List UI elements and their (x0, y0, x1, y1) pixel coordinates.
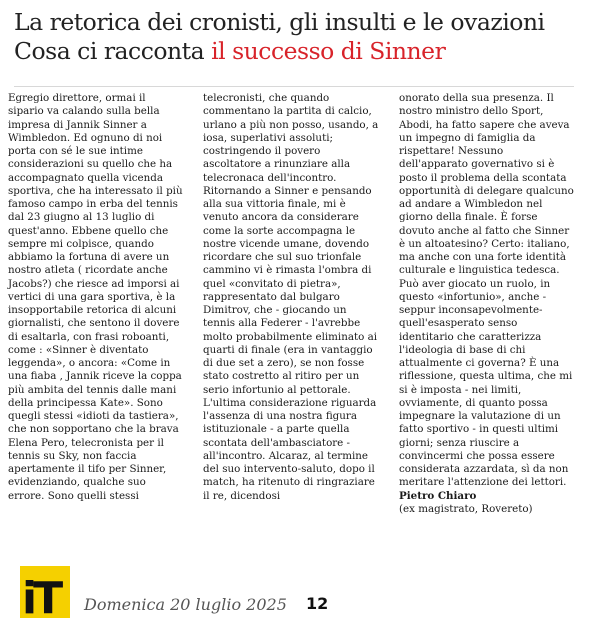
article-column-3 (399, 92, 575, 516)
newspaper-logo (20, 566, 70, 624)
headline-highlight: il successo di Sinner (211, 37, 446, 65)
article-headline (14, 8, 580, 66)
column-1-text: Egregio direttore, ormai il sipario va calando sulla bella impresa di Jannik Sinner a Wimbledon. Ed ognuno di noi porta con sé le sue intime considerazioni su quello che ha accompagnato quella vicenda sportiva, che ha interessato il più famoso campo in erba del tennis dal 23 giugno al 13 luglio di quest'anno. Ebbene quello che sempre mi colpisce, quando abbiamo la fortuna di avere un nostro atleta ( ricordate anche Jacobs?) che riesce ad imporsi ai vertici di una gara sportiva, è la insopportabile retorica di alcuni giornalisti, che sentono il dovere di esaltarla, con frasi roboanti, come : «Sinner è diventato leggenda», o ancora: «Come in una fiaba , Jannik riceve la coppa più ambita del tennis dalle mani della principessa Kate». Sono quegli stessi «idioti da tastiera», che non sopportano che la brava Elena Pero, telecronista per il tennis su Sky, non faccia apertamente il tifo per Sinner, evidenziando, qualche suo errore. Sono quelli stessi (8, 92, 183, 502)
author-note: (ex magistrato, Rovereto) (399, 502, 533, 515)
newspaper-logo-text: iT (22, 573, 60, 624)
page-number: 12 (306, 594, 329, 613)
headline-line-2-start: Cosa ci racconta (14, 37, 212, 65)
headline-line-2 (14, 37, 580, 66)
headline-divider (14, 86, 574, 87)
column-2-text: telecronisti, che quando commentano la partita di calcio, urlano a più non posso, usando, a iosa, superlativi assoluti; costringendo il povero ascoltatore a rinunziare alla telecronaca dell'incontro. Ritornando a Sinner e pensando alla sua vittoria finale, mi è venuto ancora da considerare come la sorte accompagna le nostre vicende umane, dovendo ricordare che sul suo trionfale cammino vi è rimasta l'ombra di quel «convitato di pietra», rappresentato dal bulgaro Dimitrov, che - giocando un tennis alla Federer - l'avrebbe molto probabilmente eliminato ai quarti di finale (era in vantaggio di due set a zero), se non fosse stato costretto al ritiro per un serio infortunio al pettorale. L'ultima considerazione riguarda l'assenza di una nostra figura istituzionale - a parte quella scontata dell'ambasciatore - all'incontro. Alcaraz, al termine del suo intervento-saluto, dopo il match, ha ritenuto di ringraziare il re, dicendosi (203, 92, 379, 502)
article-column-1 (8, 92, 184, 503)
column-3-text: onorato della sua presenza. Il nostro ministro dello Sport, Abodi, ha fatto sapere che aveva un impegno di famiglia da rispettare! Nessuno dell'apparato governativo si è posto il problema della scontata opportunità di delegare qualcuno ad andare a Wimbledon nel giorno della finale. È forse dovuto anche al fatto che Sinner è un altoatesino? Certo: italiano, ma anche con una forte identità culturale e linguistica tedesca. Può aver giocato un ruolo, in questo «infortunio», anche - seppur inconsapevolmente- quell'esasperato senso identitario che caratterizza l'ideologia di base di chi attualmente ci governa? È una riflessione, questa ultima, che mi si è imposta - nei limiti, ovviamente, di quanto possa impegnare la valutazione di un fatto sportivo - in questi ultimi giorni; senza riuscire a convincermi che possa essere considerata azzardata, sì da non meritare l'attenzione dei lettori. (399, 92, 574, 489)
issue-date: Domenica 20 luglio 2025 (84, 595, 287, 614)
author-name: Pietro Chiaro (399, 489, 477, 502)
article-column-2 (203, 92, 379, 503)
headline-line-1: La retorica dei cronisti, gli insulti e le ovazioni (14, 8, 545, 36)
